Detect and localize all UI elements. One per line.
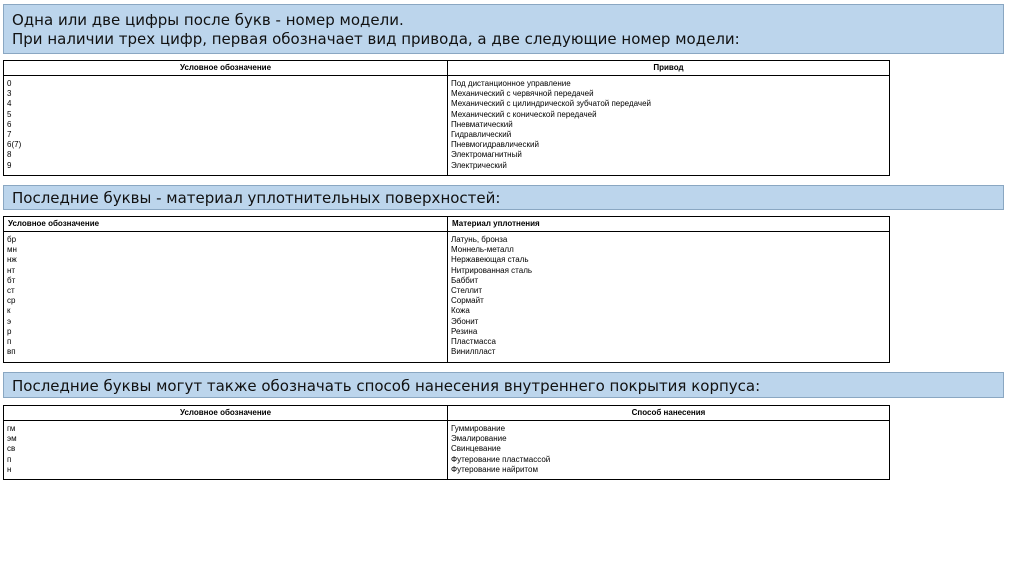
row-code: 9	[7, 160, 12, 170]
section3-title: Последние буквы могут также обозначать способ нанесения внутреннего покрытия корпуса:	[12, 377, 761, 395]
row-value: Футерование пластмассой	[451, 454, 551, 464]
row-value: Пластмасса	[451, 336, 496, 346]
row-value: Механический с червячной передачей	[451, 89, 594, 99]
row-value: Нитрированная сталь	[451, 265, 533, 275]
row-code: п	[7, 454, 12, 464]
col-header-code: Условное обозначение	[4, 406, 448, 420]
row-code: бр	[7, 235, 17, 244]
table-body	[4, 76, 889, 175]
row-code: 8	[7, 150, 12, 160]
values-column	[448, 421, 889, 479]
row-code: н	[7, 464, 12, 474]
codes-column	[4, 76, 448, 175]
row-value: Латунь, бронза	[451, 235, 508, 244]
codes-column	[4, 232, 448, 362]
row-value: Электрический	[451, 160, 507, 170]
row-value: Электромагнитный	[451, 150, 522, 160]
row-code: 5	[7, 109, 12, 119]
row-code: р	[7, 326, 12, 336]
row-value: Футерование найритом	[451, 464, 538, 474]
row-value: Стеллит	[451, 285, 483, 295]
row-code: св	[7, 444, 16, 454]
row-value: Эмалирование	[451, 434, 507, 444]
row-value: Баббит	[451, 275, 478, 285]
col-header-method: Способ нанесения	[631, 407, 706, 417]
row-code: 0	[7, 79, 12, 88]
values-column	[448, 76, 889, 175]
col-header-drive: Привод	[653, 62, 684, 72]
row-code: вп	[7, 347, 16, 357]
row-value: Кожа	[451, 306, 470, 316]
table-header	[4, 406, 889, 421]
row-code: нж	[7, 255, 17, 265]
row-code: бт	[7, 275, 16, 285]
row-code: 3	[7, 89, 12, 99]
table-header	[4, 61, 889, 76]
row-code: к	[7, 306, 11, 316]
row-value: Винилпласт	[451, 347, 496, 357]
row-code: гм	[7, 424, 16, 433]
drive-table	[3, 60, 890, 176]
row-value: Сормайт	[451, 296, 484, 306]
row-code: 6	[7, 119, 12, 129]
row-value: Свинцевание	[451, 444, 501, 454]
section1-title-line1: Одна или две цифры после букв - номер модели.	[12, 11, 404, 29]
table-body	[4, 421, 889, 479]
row-code: 6(7)	[7, 140, 22, 150]
section1-banner	[3, 4, 1004, 54]
values-column	[448, 232, 889, 362]
row-code: ср	[7, 296, 16, 306]
section2-banner	[3, 185, 1004, 210]
row-value: Механический с цилиндрической зубчатой передачей	[451, 99, 651, 109]
section3-banner	[3, 372, 1004, 398]
col-header-code: Условное обозначение	[4, 217, 448, 231]
row-code: 4	[7, 99, 12, 109]
row-value: Эбонит	[451, 316, 479, 326]
row-value: Пневмогидравлический	[451, 140, 539, 150]
row-value: Моннель-металл	[451, 245, 514, 255]
col-header-material: Материал уплотнения	[452, 218, 540, 228]
sealing-material-table	[3, 216, 890, 363]
col-header-code: Условное обозначение	[4, 61, 448, 75]
table-header	[4, 217, 889, 232]
row-code: нт	[7, 265, 16, 275]
codes-column	[4, 421, 448, 479]
row-code: эм	[7, 434, 17, 444]
row-value: Гидравлический	[451, 129, 512, 139]
row-value: Под дистанционное управление	[451, 79, 571, 88]
row-value: Нержавеющая сталь	[451, 255, 529, 265]
row-value: Резина	[451, 326, 478, 336]
section2-title: Последние буквы - материал уплотнительных поверхностей:	[12, 189, 501, 207]
table-body	[4, 232, 889, 362]
coating-method-table	[3, 405, 890, 480]
row-value: Механический с конической передачей	[451, 109, 597, 119]
section1-title-line2: При наличии трех цифр, первая обозначает вид привода, а две следующие номер модели:	[12, 30, 740, 48]
row-code: 7	[7, 129, 12, 139]
row-code: ст	[7, 285, 15, 295]
row-code: п	[7, 336, 12, 346]
row-value: Гуммирование	[451, 424, 506, 433]
row-code: э	[7, 316, 12, 326]
row-value: Пневматический	[451, 119, 513, 129]
row-code: мн	[7, 245, 17, 255]
